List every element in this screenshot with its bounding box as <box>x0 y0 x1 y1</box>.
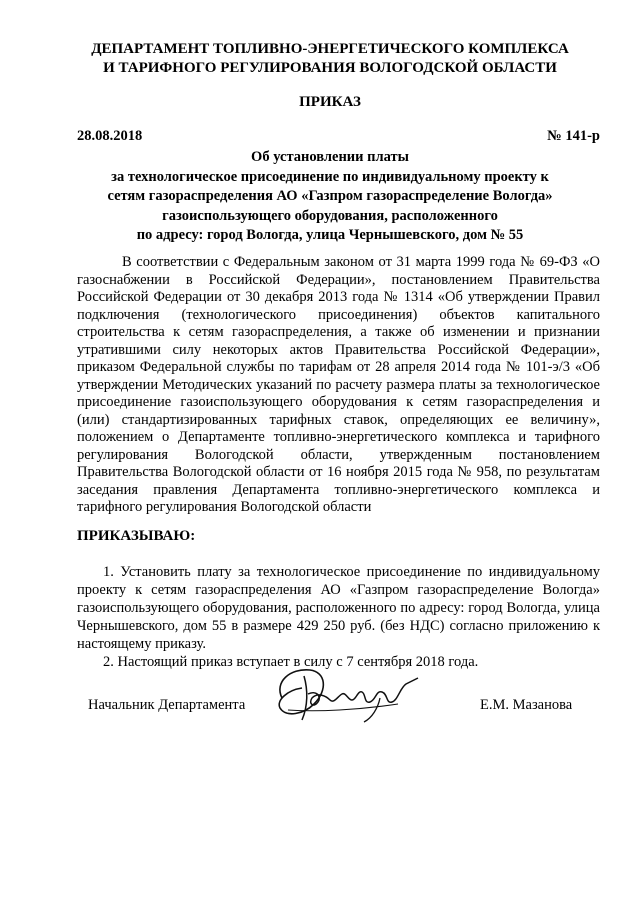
order-item-2: 2. Настоящий приказ вступает в силу с 7 сентября 2018 года. <box>103 654 479 670</box>
signatory-position: Начальник Департамента <box>88 697 246 713</box>
subject-line-3: сетям газораспределения АО «Газпром газораспределение Вологда» <box>107 188 553 204</box>
order-heading: ПРИКАЗЫВАЮ: <box>77 528 196 544</box>
department-line-1: ДЕПАРТАМЕНТ ТОПЛИВНО-ЭНЕРГЕТИЧЕСКОГО КОМПЛЕКСА <box>91 41 569 57</box>
department-line-2: И ТАРИФНОГО РЕГУЛИРОВАНИЯ ВОЛОГОДСКОЙ ОБЛАСТИ <box>103 60 557 76</box>
document-number: № 141-р <box>547 128 600 144</box>
preamble-paragraph: В соответствии с Федеральным законом от 31 марта 1999 года № 69-ФЗ «О газоснабжении в Российской Федерации», постановлением Правительства Российской Федерации от 30 декабря 2013 года № 1314 «Об утверждении Правил подключения (технологического присоединения) объектов капитального строительства к сетям газораспределения, а также об изменении и признании утратившими силу некоторых актов Правительства Российской Федерации», приказом Федеральной службы по тарифам от 28 апреля 2014 года № 101-э/3 «Об утверждении Методических указаний по расчету размера платы за технологическое присоединение газоиспользующего оборудования к сетям газораспределения и (или) стандартизированных тарифных ставок, определяющих ее величину», положением о Департаменте топливно-энергетического комплекса и тарифного регулирования Вологодской области, утвержденным постановлением Правительства Вологодской области от 16 ноября 2015 года № 958, по результатам заседания правления Департамента топливно-энергетического комплекса и тарифного регулирования Вологодской области <box>77 254 600 515</box>
subject-line-1: Об установлении платы <box>251 149 409 165</box>
department-header <box>60 40 600 78</box>
handwritten-signature <box>268 660 428 730</box>
document-date: 28.08.2018 <box>77 128 143 144</box>
subject-line-2: за технологическое присоединение по индивидуальному проекту к <box>111 168 549 185</box>
order-item-1: 1. Установить плату за технологическое присоединение по индивидуальному проекту к сетям газораспределения АО «Газпром газораспределение Вологда» газоиспользующего оборудования, расположенного по адресу: город Вологда, улица Чернышевского, дом 55 в размере 429 250 руб. (без НДС) согласно приложению к настоящему приказу. <box>77 564 600 652</box>
signatory-name: Е.М. Мазанова <box>480 697 573 713</box>
document-subject <box>60 148 600 246</box>
subject-line-5: по адресу: город Вологда, улица Чернышевского, дом № 55 <box>136 227 524 243</box>
document-type: ПРИКАЗ <box>299 94 361 110</box>
subject-line-4: газоиспользующего оборудования, расположенного <box>162 207 498 224</box>
